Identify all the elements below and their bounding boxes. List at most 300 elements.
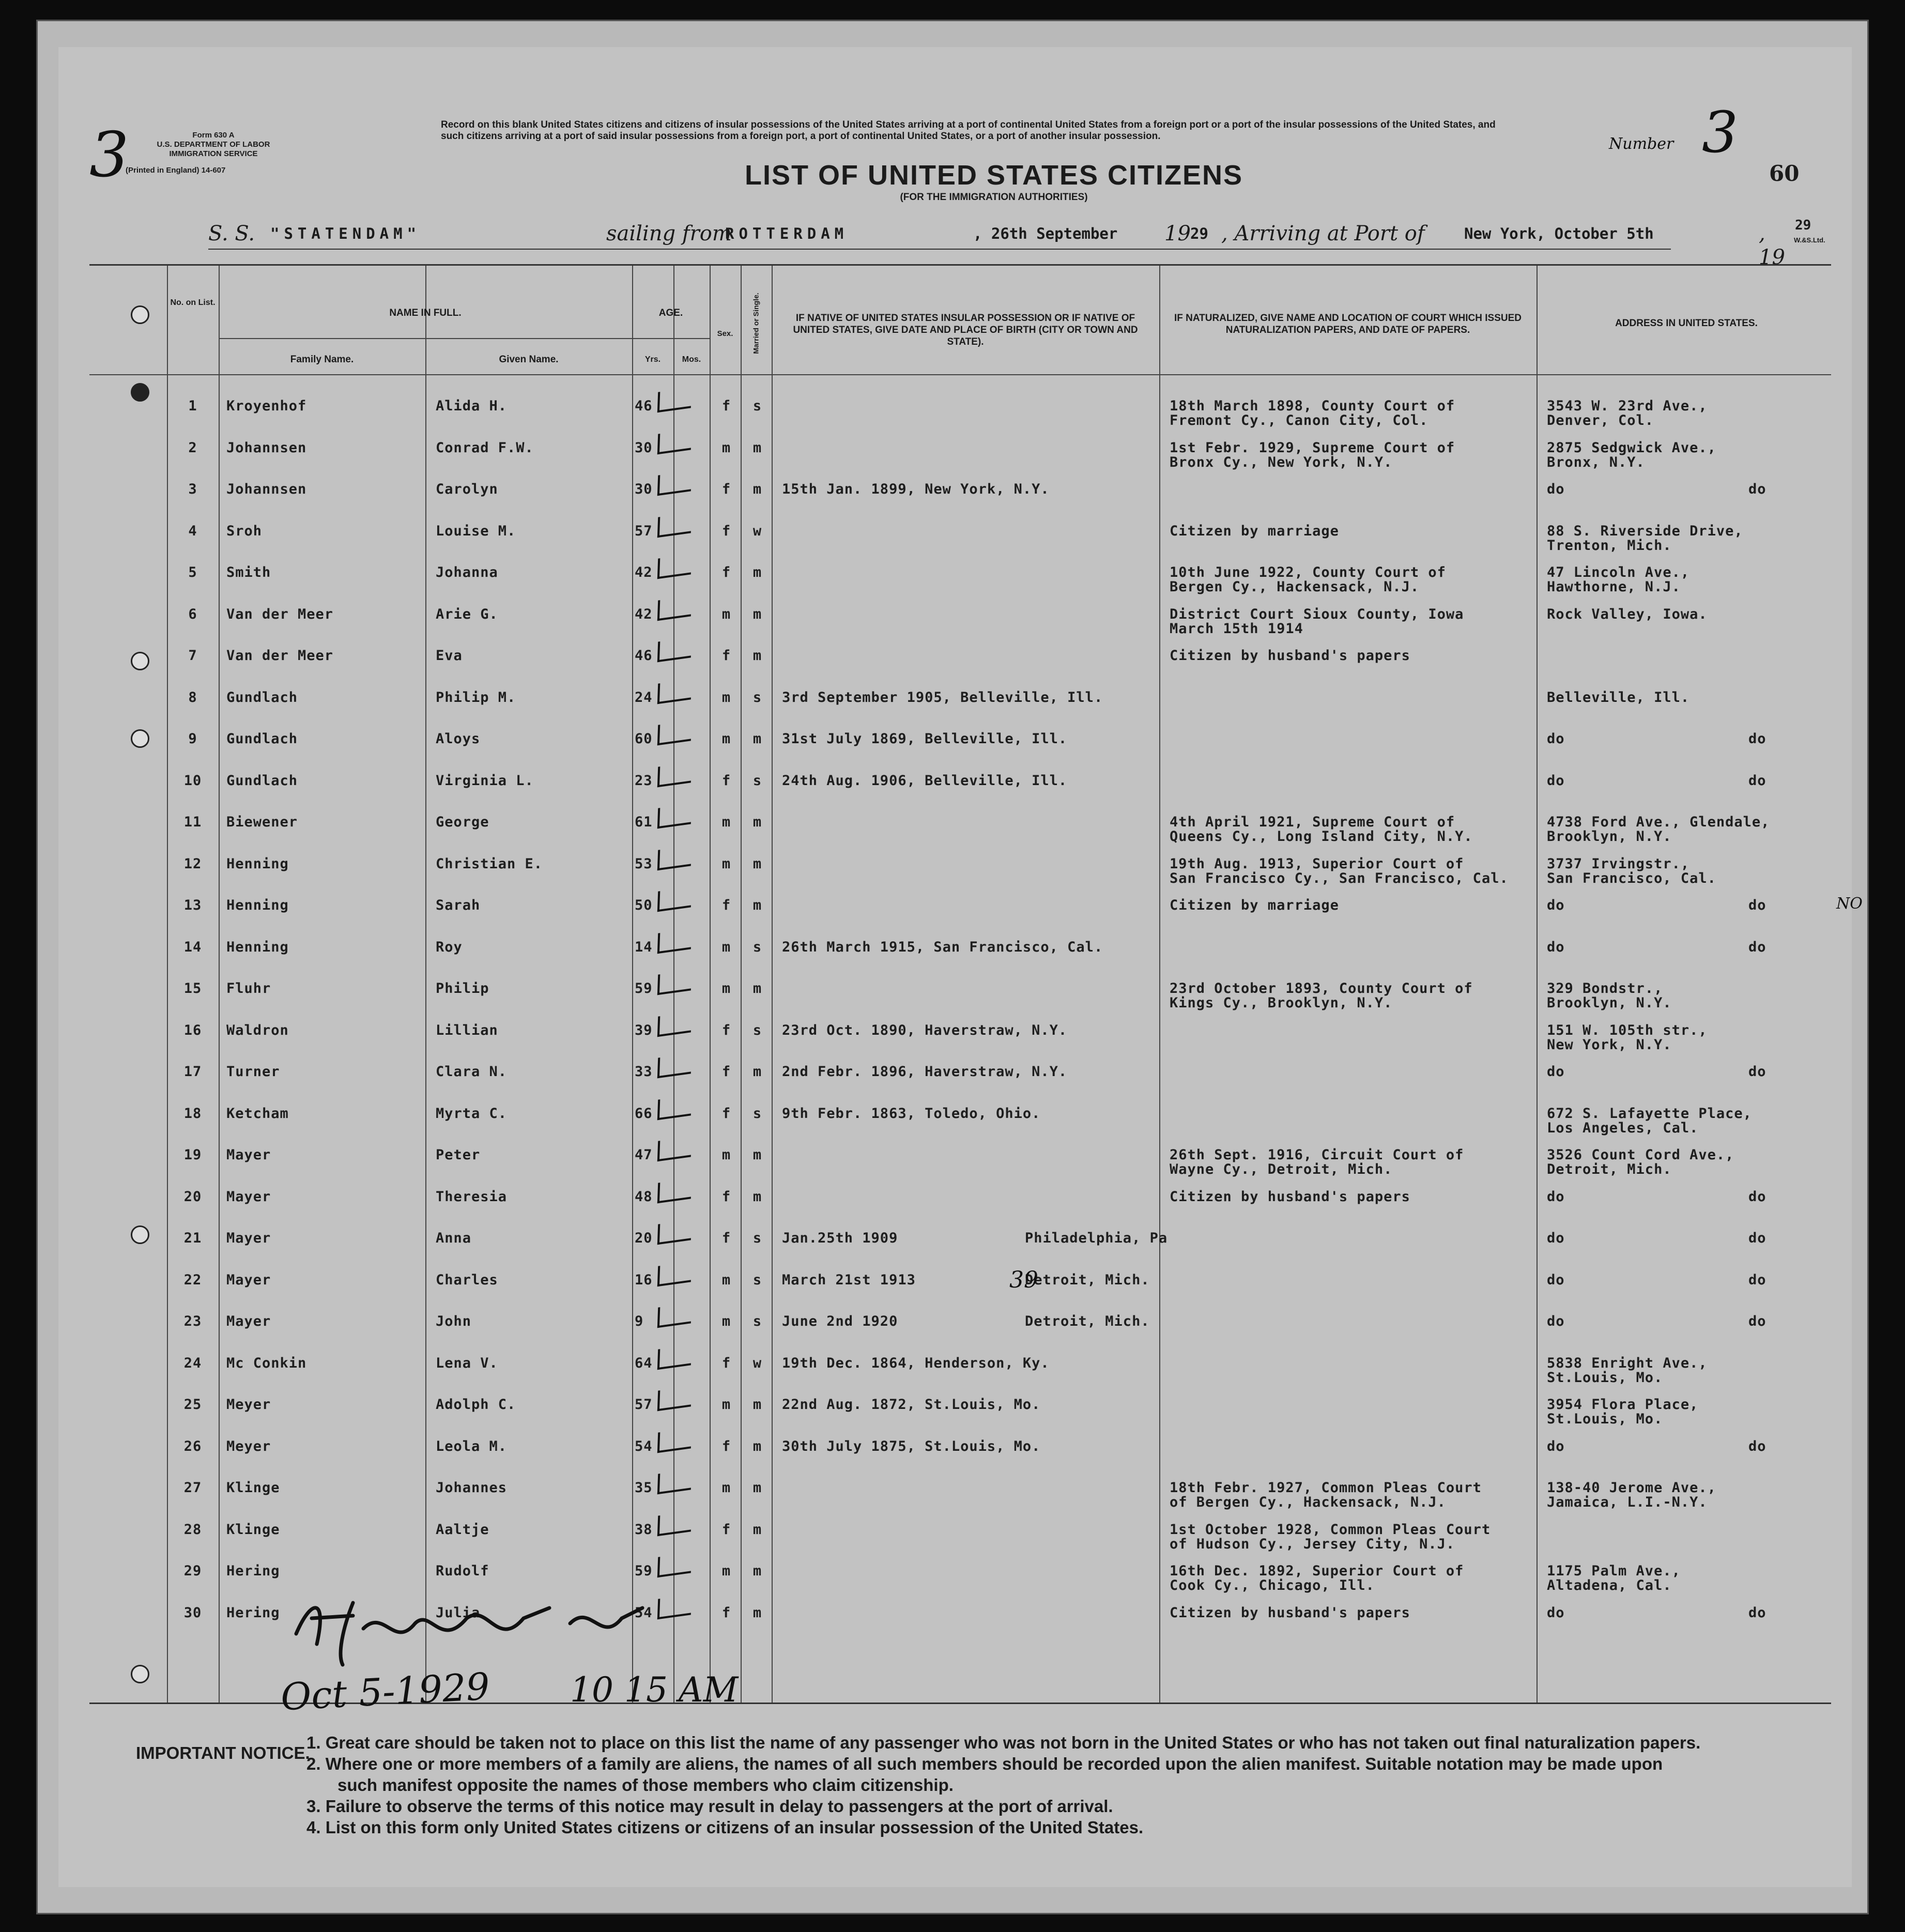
check-mark-icon <box>657 887 692 912</box>
table-row <box>89 977 1831 1019</box>
cell-sex: f <box>721 772 731 789</box>
table-row <box>89 1435 1831 1477</box>
cell-nat1: Citizen by marriage <box>1170 897 1339 913</box>
handwritten-age-note: 39 <box>1009 1267 1038 1293</box>
cell-birth: 15th Jan. 1899, New York, N.Y. <box>782 481 1050 497</box>
col-native: IF NATIVE OF UNITED STATES INSULAR POSSESSION OR IF NATIVE OF UNITED STATES, GIVE DATE AND PLACE OF BIRTH (CITY OR TOWN AND STATE). <box>793 313 1138 347</box>
printer-mark: W.&S.Ltd. <box>1794 236 1825 244</box>
cell-family: Mayer <box>226 1147 271 1163</box>
cell-family: Klinge <box>226 1480 280 1496</box>
check-mark-icon <box>657 1053 692 1079</box>
cell-ms: s <box>752 1022 762 1038</box>
cell-ms: w <box>752 1355 762 1371</box>
cell-addr1: do <box>1547 1230 1565 1246</box>
cell-no: 17 <box>183 1064 202 1080</box>
punch-hole <box>131 383 149 402</box>
cell-ms: m <box>752 855 762 872</box>
cell-family: Gundlach <box>226 772 298 789</box>
check-mark-icon <box>657 1386 692 1412</box>
table-row <box>89 811 1831 853</box>
cell-age: 46 <box>635 648 653 664</box>
cell-family: Henning <box>226 855 289 872</box>
cell-sex: f <box>721 1105 731 1122</box>
cell-no: 23 <box>183 1313 202 1329</box>
punch-hole <box>131 1225 149 1244</box>
cell-sex: f <box>721 1022 731 1038</box>
cell-family: Kroyenhof <box>226 398 307 414</box>
cell-no: 9 <box>188 731 197 747</box>
cell-age: 35 <box>635 1480 653 1496</box>
cell-age: 14 <box>635 939 653 955</box>
cell-given: Christian E. <box>436 855 543 872</box>
cell-no: 1 <box>188 398 197 414</box>
cell-addr2: Jamaica, L.I.-N.Y. <box>1547 1494 1708 1510</box>
cell-sex: f <box>721 1230 731 1246</box>
cell-family: Johannsen <box>226 481 307 497</box>
cell-addr1: 88 S. Riverside Drive, <box>1547 523 1743 539</box>
service: IMMIGRATION SERVICE <box>169 149 258 158</box>
cell-birth-place: Philadelphia, Pa <box>1025 1230 1168 1246</box>
passenger-table <box>89 264 1831 1704</box>
table-row <box>89 1269 1831 1311</box>
ss-label: S. S. <box>208 222 255 246</box>
cell-given: John <box>436 1313 472 1329</box>
cell-sex: m <box>721 1563 731 1579</box>
cell-sex: f <box>721 648 731 664</box>
table-row <box>89 1393 1831 1435</box>
date-from: , 26th September <box>973 225 1118 242</box>
cell-no: 6 <box>188 606 197 622</box>
cell-addr1: do <box>1547 1313 1565 1329</box>
cell-given: Julia <box>436 1604 481 1621</box>
table-row <box>89 1227 1831 1269</box>
col-mos: Mos. <box>682 355 701 364</box>
cell-nat1: 1st October 1928, Common Pleas Court <box>1170 1521 1491 1538</box>
check-mark-icon <box>657 1428 692 1453</box>
cell-ms: m <box>752 606 762 622</box>
cell-no: 7 <box>188 648 197 664</box>
cell-family: Biewener <box>226 814 298 830</box>
cell-given: Conrad F.W. <box>436 439 534 456</box>
cell-birth: Jan.25th 1909 <box>782 1230 898 1246</box>
cell-addr2: do <box>1748 1604 1766 1621</box>
cell-nat1: 4th April 1921, Supreme Court of <box>1170 814 1455 830</box>
cell-no: 10 <box>183 772 202 789</box>
table-row <box>89 478 1831 520</box>
table-row <box>89 1310 1831 1352</box>
cell-nat2: Queens Cy., Long Island City, N.Y. <box>1170 829 1473 845</box>
cell-family: Henning <box>226 939 289 955</box>
cell-ms: m <box>752 731 762 747</box>
cell-birth: 9th Febr. 1863, Toledo, Ohio. <box>782 1105 1041 1122</box>
cell-ms: m <box>752 1563 762 1579</box>
cell-given: Theresia <box>436 1188 508 1205</box>
cell-family: Fluhr <box>226 980 271 996</box>
cell-age: 64 <box>635 1355 653 1371</box>
cell-addr1: do <box>1547 1271 1565 1288</box>
cell-family: Hering <box>226 1604 280 1621</box>
cell-age: 53 <box>635 855 653 872</box>
notice-item-1: 1. Great care should be taken not to place on this list the name of any passenger who was not born in the United States or who has not taken out final naturalization papers. <box>306 1733 1701 1752</box>
col-no: No. on List. <box>170 298 216 307</box>
cell-age: 9 <box>635 1313 644 1329</box>
cell-sex: f <box>721 523 731 539</box>
check-mark-icon <box>657 637 692 663</box>
cell-age: 42 <box>635 564 653 580</box>
check-mark-icon <box>657 512 692 538</box>
cell-age: 48 <box>635 1188 653 1205</box>
cell-no: 3 <box>188 481 197 497</box>
cell-given: Leola M. <box>436 1438 508 1454</box>
notice-label: IMPORTANT NOTICE. <box>136 1743 310 1762</box>
cell-sex: m <box>721 606 731 622</box>
cell-no: 4 <box>188 523 197 539</box>
cell-ms: m <box>752 1147 762 1163</box>
notice-item-4: 4. List on this form only United States citizens or citizens of an insular possession of the United States. <box>306 1818 1144 1837</box>
cell-age: 46 <box>635 398 653 414</box>
table-row <box>89 686 1831 728</box>
cell-given: Johanna <box>436 564 498 580</box>
cell-no: 29 <box>183 1563 202 1579</box>
margin-mark: NO <box>1836 895 1863 913</box>
cell-given: Virginia L. <box>436 772 534 789</box>
punch-hole <box>131 1665 149 1683</box>
cell-birth-place: Detroit, Mich. <box>1025 1271 1150 1288</box>
arriving-label: , Arriving at Port of <box>1221 222 1425 246</box>
cell-addr2: do <box>1748 772 1766 789</box>
cell-birth: March 21st 1913 <box>782 1271 916 1288</box>
cell-nat2: of Bergen Cy., Hackensack, N.J. <box>1170 1494 1446 1510</box>
year-to: 29 <box>1795 218 1811 233</box>
cell-given: Anna <box>436 1230 472 1246</box>
col-address: ADDRESS IN UNITED STATES. <box>1615 318 1758 329</box>
cell-ms: m <box>752 1064 762 1080</box>
cell-no: 30 <box>183 1604 202 1621</box>
notice-item <box>136 1732 1831 1838</box>
cell-ms: m <box>752 648 762 664</box>
cell-nat2: Fremont Cy., Canon City, Col. <box>1170 412 1428 428</box>
cell-addr2: Altadena, Cal. <box>1547 1577 1672 1593</box>
check-mark-icon <box>657 1220 692 1245</box>
check-mark-icon <box>657 1303 692 1328</box>
year-prefix-from: 19 <box>1164 222 1191 246</box>
table-row <box>89 1019 1831 1061</box>
check-mark-icon <box>657 804 692 829</box>
cell-ms: s <box>752 772 762 789</box>
cell-sex: f <box>721 481 731 497</box>
cell-given: Sarah <box>436 897 481 913</box>
cell-addr1: do <box>1547 939 1565 955</box>
cell-given: Philip <box>436 980 489 996</box>
cell-addr1: 2875 Sedgwick Ave., <box>1547 439 1716 456</box>
year-from: 29 <box>1190 225 1208 242</box>
cell-addr1: do <box>1547 1188 1565 1205</box>
cell-nat1: 18th March 1898, County Court of <box>1170 398 1455 414</box>
cell-addr1: 3526 Count Cord Ave., <box>1547 1147 1734 1163</box>
table-row <box>89 395 1831 437</box>
department: U.S. DEPARTMENT OF LABOR <box>157 140 270 149</box>
cell-sex: f <box>721 1355 731 1371</box>
cell-sex: m <box>721 1271 731 1288</box>
cell-family: Mc Conkin <box>226 1355 307 1371</box>
punch-hole <box>131 729 149 748</box>
cell-birth: 30th July 1875, St.Louis, Mo. <box>782 1438 1041 1454</box>
cell-no: 27 <box>183 1480 202 1496</box>
cell-age: 33 <box>635 1064 653 1080</box>
cell-nat1: 26th Sept. 1916, Circuit Court of <box>1170 1147 1464 1163</box>
cell-sex: m <box>721 1397 731 1413</box>
port-to: New York, October 5th <box>1464 225 1654 242</box>
table-body <box>89 374 1831 1703</box>
page-subtitle: (FOR THE IMMIGRATION AUTHORITIES) <box>900 192 1088 203</box>
cell-ms: s <box>752 398 762 414</box>
cell-given: Carolyn <box>436 481 498 497</box>
check-mark-icon <box>657 762 692 787</box>
cell-nat1: 1st Febr. 1929, Supreme Court of <box>1170 439 1455 456</box>
cell-nat1: Citizen by husband's papers <box>1170 1604 1410 1621</box>
notice-item-2b: such manifest opposite the names of those members who claim citizenship. <box>337 1775 954 1795</box>
cell-ms: w <box>752 523 762 539</box>
cell-nat1: 19th Aug. 1913, Superior Court of <box>1170 855 1464 872</box>
cell-family: Van der Meer <box>226 606 334 622</box>
check-mark-icon <box>657 1344 692 1370</box>
cell-addr1: 672 S. Lafayette Place, <box>1547 1105 1752 1122</box>
check-mark-icon <box>657 1095 692 1120</box>
cell-family: Meyer <box>226 1438 271 1454</box>
cell-family: Mayer <box>226 1188 271 1205</box>
printed-note: (Printed in England) 14-607 <box>126 166 226 175</box>
cell-addr2: Brooklyn, N.Y. <box>1547 829 1672 845</box>
cell-given: Myrta C. <box>436 1105 508 1122</box>
col-sex: Sex. <box>717 329 733 338</box>
cell-addr1: 3954 Flora Place, <box>1547 1397 1699 1413</box>
cell-birth: 31st July 1869, Belleville, Ill. <box>782 731 1068 747</box>
col-naturalized: IF NATURALIZED, GIVE NAME AND LOCATION OF COURT WHICH ISSUED NATURALIZATION PAPERS, AND DATE OF PAPERS. <box>1174 313 1522 335</box>
cell-given: Adolph C. <box>436 1397 516 1413</box>
cell-birth: 24th Aug. 1906, Belleville, Ill. <box>782 772 1068 789</box>
cell-birth: 3rd September 1905, Belleville, Ill. <box>782 689 1103 706</box>
cell-age: 30 <box>635 481 653 497</box>
cell-sex: f <box>721 1188 731 1205</box>
cell-given: Lena V. <box>436 1355 498 1371</box>
cell-nat2: Cook Cy., Chicago, Ill. <box>1170 1577 1375 1593</box>
cell-addr2: do <box>1748 1313 1766 1329</box>
form-id: Form 630 A <box>192 131 235 140</box>
cell-ms: s <box>752 1230 762 1246</box>
number-value: 3 <box>1702 99 1738 165</box>
cell-given: Aloys <box>436 731 481 747</box>
manifest-sheet <box>58 47 1863 1887</box>
cell-ms: m <box>752 814 762 830</box>
cell-birth: 22nd Aug. 1872, St.Louis, Mo. <box>782 1397 1041 1413</box>
cell-addr2: Brooklyn, N.Y. <box>1547 995 1672 1011</box>
cell-birth: June 2nd 1920 <box>782 1313 898 1329</box>
cell-given: Eva <box>436 648 463 664</box>
cell-addr1: 329 Bondstr., <box>1547 980 1663 996</box>
cell-addr2: Trenton, Mich. <box>1547 537 1672 554</box>
col-yrs: Yrs. <box>644 355 661 364</box>
table-row <box>89 853 1831 895</box>
voyage-underline <box>208 249 1671 250</box>
check-mark-icon <box>657 1178 692 1203</box>
table-row <box>89 1061 1831 1102</box>
cell-age: 39 <box>635 1022 653 1038</box>
cell-age: 50 <box>635 897 653 913</box>
cell-addr1: 4738 Ford Ave., Glendale, <box>1547 814 1770 830</box>
cell-ms: s <box>752 1105 762 1122</box>
cell-no: 13 <box>183 897 202 913</box>
table-row <box>89 520 1831 562</box>
cell-given: Charles <box>436 1271 498 1288</box>
cell-age: 47 <box>635 1147 653 1163</box>
cell-age: 57 <box>635 523 653 539</box>
punch-hole <box>131 652 149 670</box>
table-row <box>89 1186 1831 1228</box>
cell-family: Hering <box>226 1563 280 1579</box>
cell-age: 59 <box>635 1563 653 1579</box>
cell-sex: f <box>721 897 731 913</box>
cell-age: 24 <box>635 689 653 706</box>
cell-birth-place: Detroit, Mich. <box>1025 1313 1150 1329</box>
cell-addr2: do <box>1748 1438 1766 1454</box>
cell-age: 16 <box>635 1271 653 1288</box>
cell-birth: 23rd Oct. 1890, Haverstraw, N.Y. <box>782 1022 1068 1038</box>
cell-addr2: Denver, Col. <box>1547 412 1654 428</box>
year-prefix-to: , 19 <box>1759 222 1785 269</box>
cell-addr1: 138-40 Jerome Ave., <box>1547 1480 1716 1496</box>
cell-nat2: San Francisco Cy., San Francisco, Cal. <box>1170 870 1509 886</box>
table-row <box>89 770 1831 811</box>
voyage-line <box>208 218 1825 269</box>
cell-birth: 2nd Febr. 1896, Haverstraw, N.Y. <box>782 1064 1068 1080</box>
cell-nat1: 23rd October 1893, County Court of <box>1170 980 1473 996</box>
cell-addr2: New York, N.Y. <box>1547 1036 1672 1053</box>
cell-age: 54 <box>635 1604 653 1621</box>
check-mark-icon <box>657 720 692 746</box>
table-row <box>89 645 1831 686</box>
cell-addr2: San Francisco, Cal. <box>1547 870 1716 886</box>
cell-family: Sroh <box>226 523 263 539</box>
cell-sex: m <box>721 689 731 706</box>
cell-no: 25 <box>183 1397 202 1413</box>
cell-nat1: Citizen by husband's papers <box>1170 1188 1410 1205</box>
cell-ms: m <box>752 481 762 497</box>
cell-addr2: Los Angeles, Cal. <box>1547 1120 1699 1136</box>
record-note: Record on this blank United States citizens and citizens of insular possessions of the United States arriving at a port of continental United States from a foreign port or a port of the insular possessions of the United States, and such citizens arriving at a port of said insular possessions from a foreign port, a port of continental United States, or a port of another insular possession. <box>441 119 1496 142</box>
signature-date: Oct 5-1929 <box>280 1664 491 1719</box>
cell-family: Mayer <box>226 1230 271 1246</box>
col-age: AGE. <box>658 308 683 318</box>
cell-nat1: 10th June 1922, County Court of <box>1170 564 1446 580</box>
cell-no: 20 <box>183 1188 202 1205</box>
cell-family: Klinge <box>226 1521 280 1538</box>
table-row <box>89 1519 1831 1560</box>
cell-no: 11 <box>183 814 202 830</box>
cell-given: Philip M. <box>436 689 516 706</box>
table-row <box>89 437 1831 479</box>
cell-nat2: March 15th 1914 <box>1170 620 1303 637</box>
check-mark-icon <box>657 1261 692 1286</box>
cell-ms: m <box>752 439 762 456</box>
cell-family: Gundlach <box>226 731 298 747</box>
cell-family: Ketcham <box>226 1105 289 1122</box>
cell-ms: m <box>752 1438 762 1454</box>
cell-family: Mayer <box>226 1313 271 1329</box>
cell-age: 60 <box>635 731 653 747</box>
cell-ms: m <box>752 1521 762 1538</box>
cell-addr2: do <box>1748 897 1766 913</box>
cell-sex: f <box>721 1604 731 1621</box>
cell-no: 14 <box>183 939 202 955</box>
table-row <box>89 936 1831 978</box>
cell-birth: 19th Dec. 1864, Henderson, Ky. <box>782 1355 1050 1371</box>
cell-addr2: do <box>1748 1230 1766 1246</box>
cell-addr2: Bronx, N.Y. <box>1547 454 1645 470</box>
cell-addr1: do <box>1547 1064 1565 1080</box>
cell-addr2: do <box>1748 1271 1766 1288</box>
cell-addr1: do <box>1547 772 1565 789</box>
cell-age: 59 <box>635 980 653 996</box>
cell-nat1: 16th Dec. 1892, Superior Court of <box>1170 1563 1464 1579</box>
cell-sex: m <box>721 731 731 747</box>
cell-addr2: Hawthorne, N.J. <box>1547 579 1681 595</box>
cell-ms: m <box>752 1397 762 1413</box>
cell-no: 15 <box>183 980 202 996</box>
cell-no: 19 <box>183 1147 202 1163</box>
cell-family: Waldron <box>226 1022 289 1038</box>
table-row <box>89 1144 1831 1186</box>
cell-nat1: Citizen by marriage <box>1170 523 1339 539</box>
col-given-name: Given Name. <box>499 354 559 365</box>
cell-nat1: Citizen by husband's papers <box>1170 648 1410 664</box>
cell-age: 30 <box>635 439 653 456</box>
number-label: Number <box>1609 135 1674 153</box>
cell-addr2: do <box>1748 939 1766 955</box>
cell-given: Lillian <box>436 1022 498 1038</box>
cell-family: Meyer <box>226 1397 271 1413</box>
cell-ms: m <box>752 1604 762 1621</box>
notice-item-3: 3. Failure to observe the terms of this notice may result in delay to passengers at the port of arrival. <box>306 1797 1113 1816</box>
table-row <box>89 561 1831 603</box>
cell-family: Mayer <box>226 1271 271 1288</box>
col-family-name: Family Name. <box>290 354 354 365</box>
cell-age: 54 <box>635 1438 653 1454</box>
check-mark-icon <box>657 970 692 995</box>
check-mark-icon <box>657 595 692 621</box>
cell-addr1: 151 W. 105th str., <box>1547 1022 1708 1038</box>
cell-nat2: of Hudson Cy., Jersey City, N.J. <box>1170 1536 1455 1552</box>
cell-nat2: Kings Cy., Brooklyn, N.Y. <box>1170 995 1393 1011</box>
punch-hole <box>131 305 149 324</box>
cell-addr1: 1175 Palm Ave., <box>1547 1563 1681 1579</box>
cell-given: Peter <box>436 1147 481 1163</box>
corner-number: 3 <box>89 119 129 191</box>
cell-no: 24 <box>183 1355 202 1371</box>
cell-family: Gundlach <box>226 689 298 706</box>
cell-sex: f <box>721 1438 731 1454</box>
cell-sex: m <box>721 855 731 872</box>
cell-ms: m <box>752 897 762 913</box>
cell-given: Aaltje <box>436 1521 489 1538</box>
cell-no: 28 <box>183 1521 202 1538</box>
cell-given: Clara N. <box>436 1064 508 1080</box>
cell-addr1: do <box>1547 1438 1565 1454</box>
cell-no: 26 <box>183 1438 202 1454</box>
cell-sex: f <box>721 1521 731 1538</box>
cell-age: 57 <box>635 1397 653 1413</box>
cell-given: George <box>436 814 489 830</box>
cell-family: Van der Meer <box>226 648 334 664</box>
